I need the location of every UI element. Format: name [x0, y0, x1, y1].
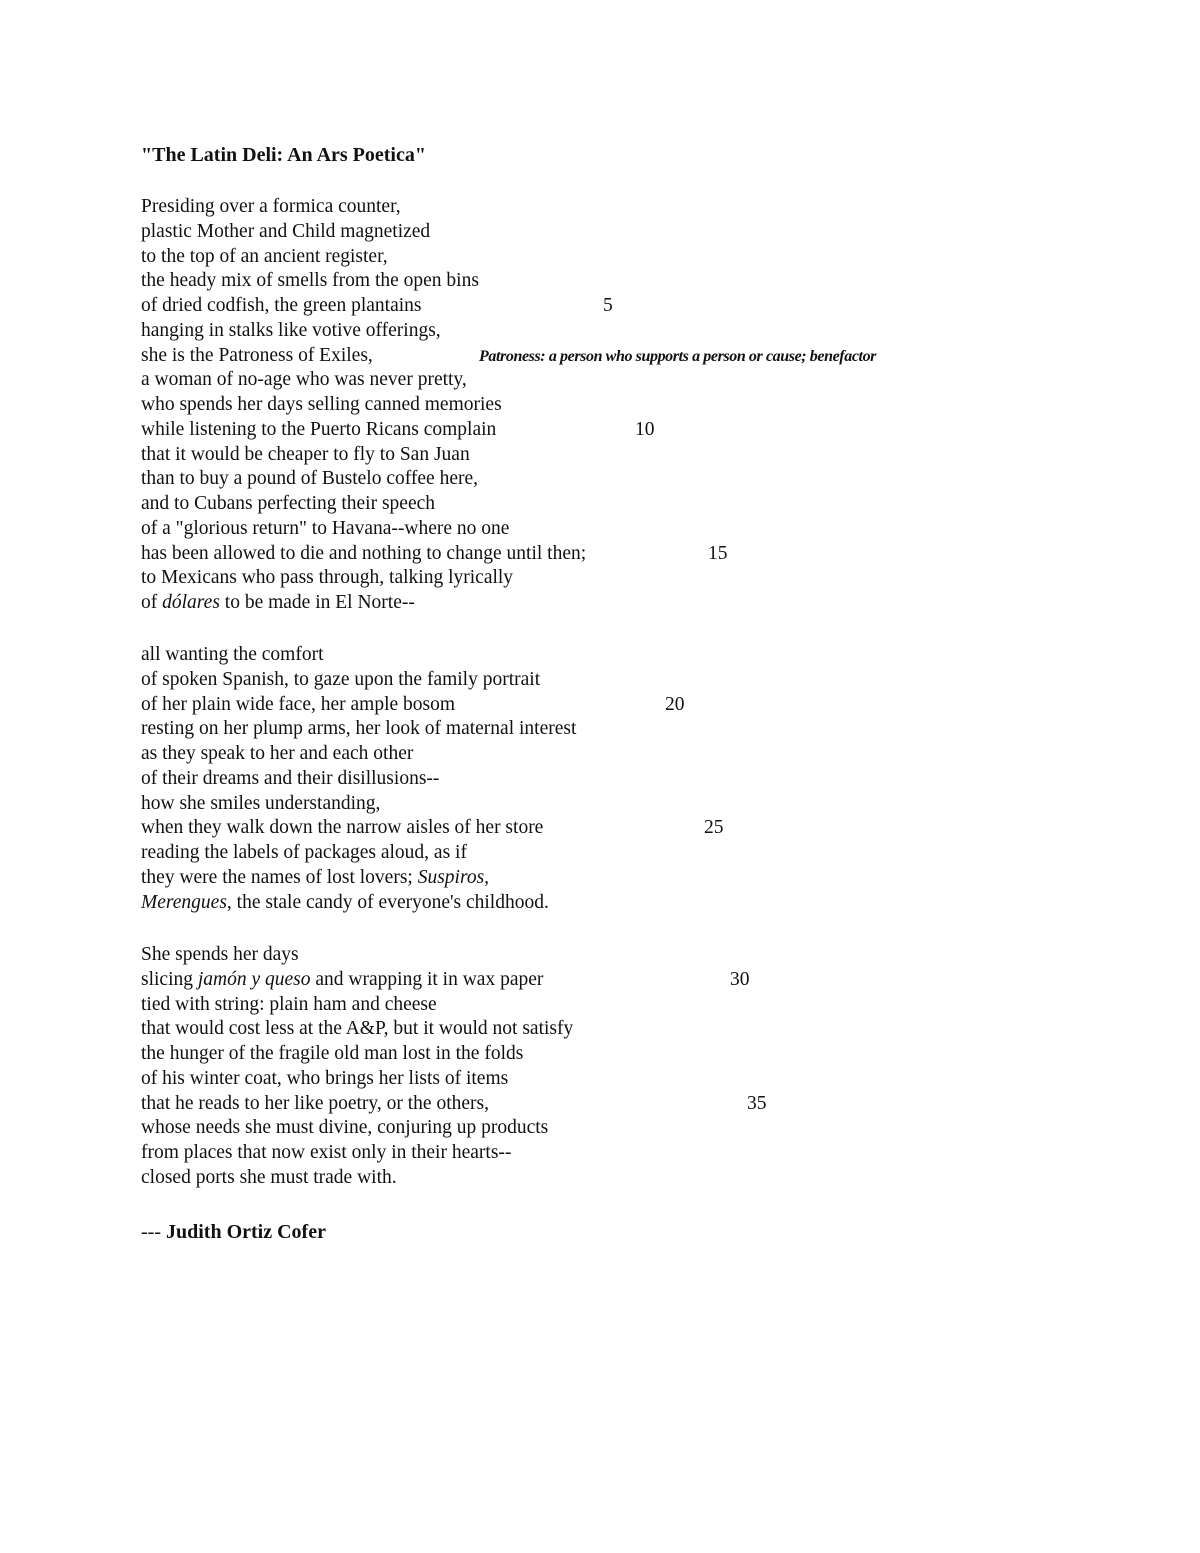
spanish-word: dólares: [162, 592, 220, 613]
poem-line: She spends her days: [141, 944, 299, 965]
spanish-word: jamón y queso: [197, 968, 311, 990]
author-dash: ---: [141, 1221, 166, 1243]
poem-line: as they speak to her and each other: [141, 743, 414, 764]
poem-line: closed ports she must trade with.: [141, 1166, 397, 1188]
poem-line: of a "glorious return" to Havana--where no one: [141, 517, 510, 539]
poem-line: [141, 866, 576, 891]
poem-line: the hunger of the fragile old man lost in the folds: [141, 1043, 524, 1064]
poem-line-text: they were the names of lost lovers;: [141, 866, 418, 888]
poem-line: [141, 418, 655, 443]
line-number: 5: [603, 295, 613, 316]
poem-line-text: when they walk down the narrow aisles of her store: [141, 817, 544, 839]
author-credit: [141, 1219, 326, 1245]
stanza-2: [141, 643, 724, 915]
poem-line-text: slicing: [141, 968, 198, 990]
line-number: 30: [730, 968, 750, 990]
poem-line: of their dreams and their disillusions--: [141, 767, 440, 789]
poem-line-text: of her plain wide face, her ample bosom: [141, 693, 456, 715]
poem-line: reading the labels of packages aloud, as if: [141, 842, 467, 863]
poem-line: all wanting the comfort: [141, 644, 324, 665]
poem-line: [141, 968, 750, 993]
poem-line: how she smiles understanding,: [141, 792, 381, 814]
spanish-word: Merengues: [141, 891, 227, 913]
poem-line: to Mexicans who pass through, talking lyrically: [141, 567, 514, 589]
poem-line: [141, 294, 613, 319]
poem-line: that would cost less at the A&P, but it would not satisfy: [141, 1018, 574, 1040]
poem-line: than to buy a pound of Bustelo coffee here,: [141, 468, 479, 490]
line-number: 35: [747, 1092, 767, 1114]
stanza-3: [141, 943, 767, 1191]
stanza-1: [141, 195, 877, 616]
author-name: Judith Ortiz Cofer: [165, 1221, 326, 1243]
margin-note: Patroness: a person who supports a person or cause; benefactor: [479, 347, 877, 365]
poem-line-text: while listening to the Puerto Ricans complain: [141, 418, 497, 440]
poem-line-text: of dried codfish, the green plantains: [141, 295, 422, 316]
poem-line: of his winter coat, who brings her lists of items: [141, 1067, 509, 1089]
poem-line: the heady mix of smells from the open bins: [141, 270, 479, 292]
line-number: 15: [708, 542, 728, 564]
poem-line: of spoken Spanish, to gaze upon the family portrait: [141, 668, 541, 690]
poem-line-text: has been allowed to die and nothing to change until then;: [141, 542, 587, 564]
poem-line: plastic Mother and Child magnetized: [141, 220, 431, 242]
line-number: 10: [635, 418, 655, 440]
poem-line: from places that now exist only in their hearts--: [141, 1142, 512, 1163]
poem-line: who spends her days selling canned memories: [141, 394, 502, 415]
poem-title: "The Latin Deli: An Ars Poetica": [141, 144, 426, 166]
poem-line: [141, 344, 877, 369]
poem-line: [141, 891, 576, 916]
poem-line: resting on her plump arms, her look of maternal interest: [141, 718, 577, 740]
poem-line-text: of: [141, 592, 163, 613]
poem-line-text: , the stale candy of everyone's childhood.: [226, 891, 549, 913]
poem-line: [141, 542, 728, 567]
line-number: 20: [665, 693, 685, 715]
poem-line: a woman of no-age who was never pretty,: [141, 369, 467, 391]
poem-line: Presiding over a formica counter,: [141, 196, 401, 217]
poem-line-text: and wrapping it in wax paper: [310, 968, 544, 990]
poem-line: [141, 591, 586, 616]
poem-line-text: to be made in El Norte--: [219, 592, 415, 613]
poem-line: [141, 1092, 767, 1117]
line-number: 25: [704, 817, 724, 839]
poem-line: hanging in stalks like votive offerings,: [141, 319, 441, 341]
poem-line: that it would be cheaper to fly to San Juan: [141, 443, 470, 465]
poem-line: tied with string: plain ham and cheese: [141, 993, 437, 1015]
poem-line: to the top of an ancient register,: [141, 245, 388, 267]
poem-line: [141, 693, 685, 718]
poem-line: whose needs she must divine, conjuring up products: [141, 1117, 549, 1139]
poem-line-text: she is the Patroness of Exiles,: [141, 344, 373, 366]
poem-line-text: that he reads to her like poetry, or the others,: [141, 1092, 489, 1114]
poem-line: [141, 816, 724, 841]
spanish-word: Suspiros,: [417, 866, 490, 888]
poem-line: and to Cubans perfecting their speech: [141, 493, 436, 514]
